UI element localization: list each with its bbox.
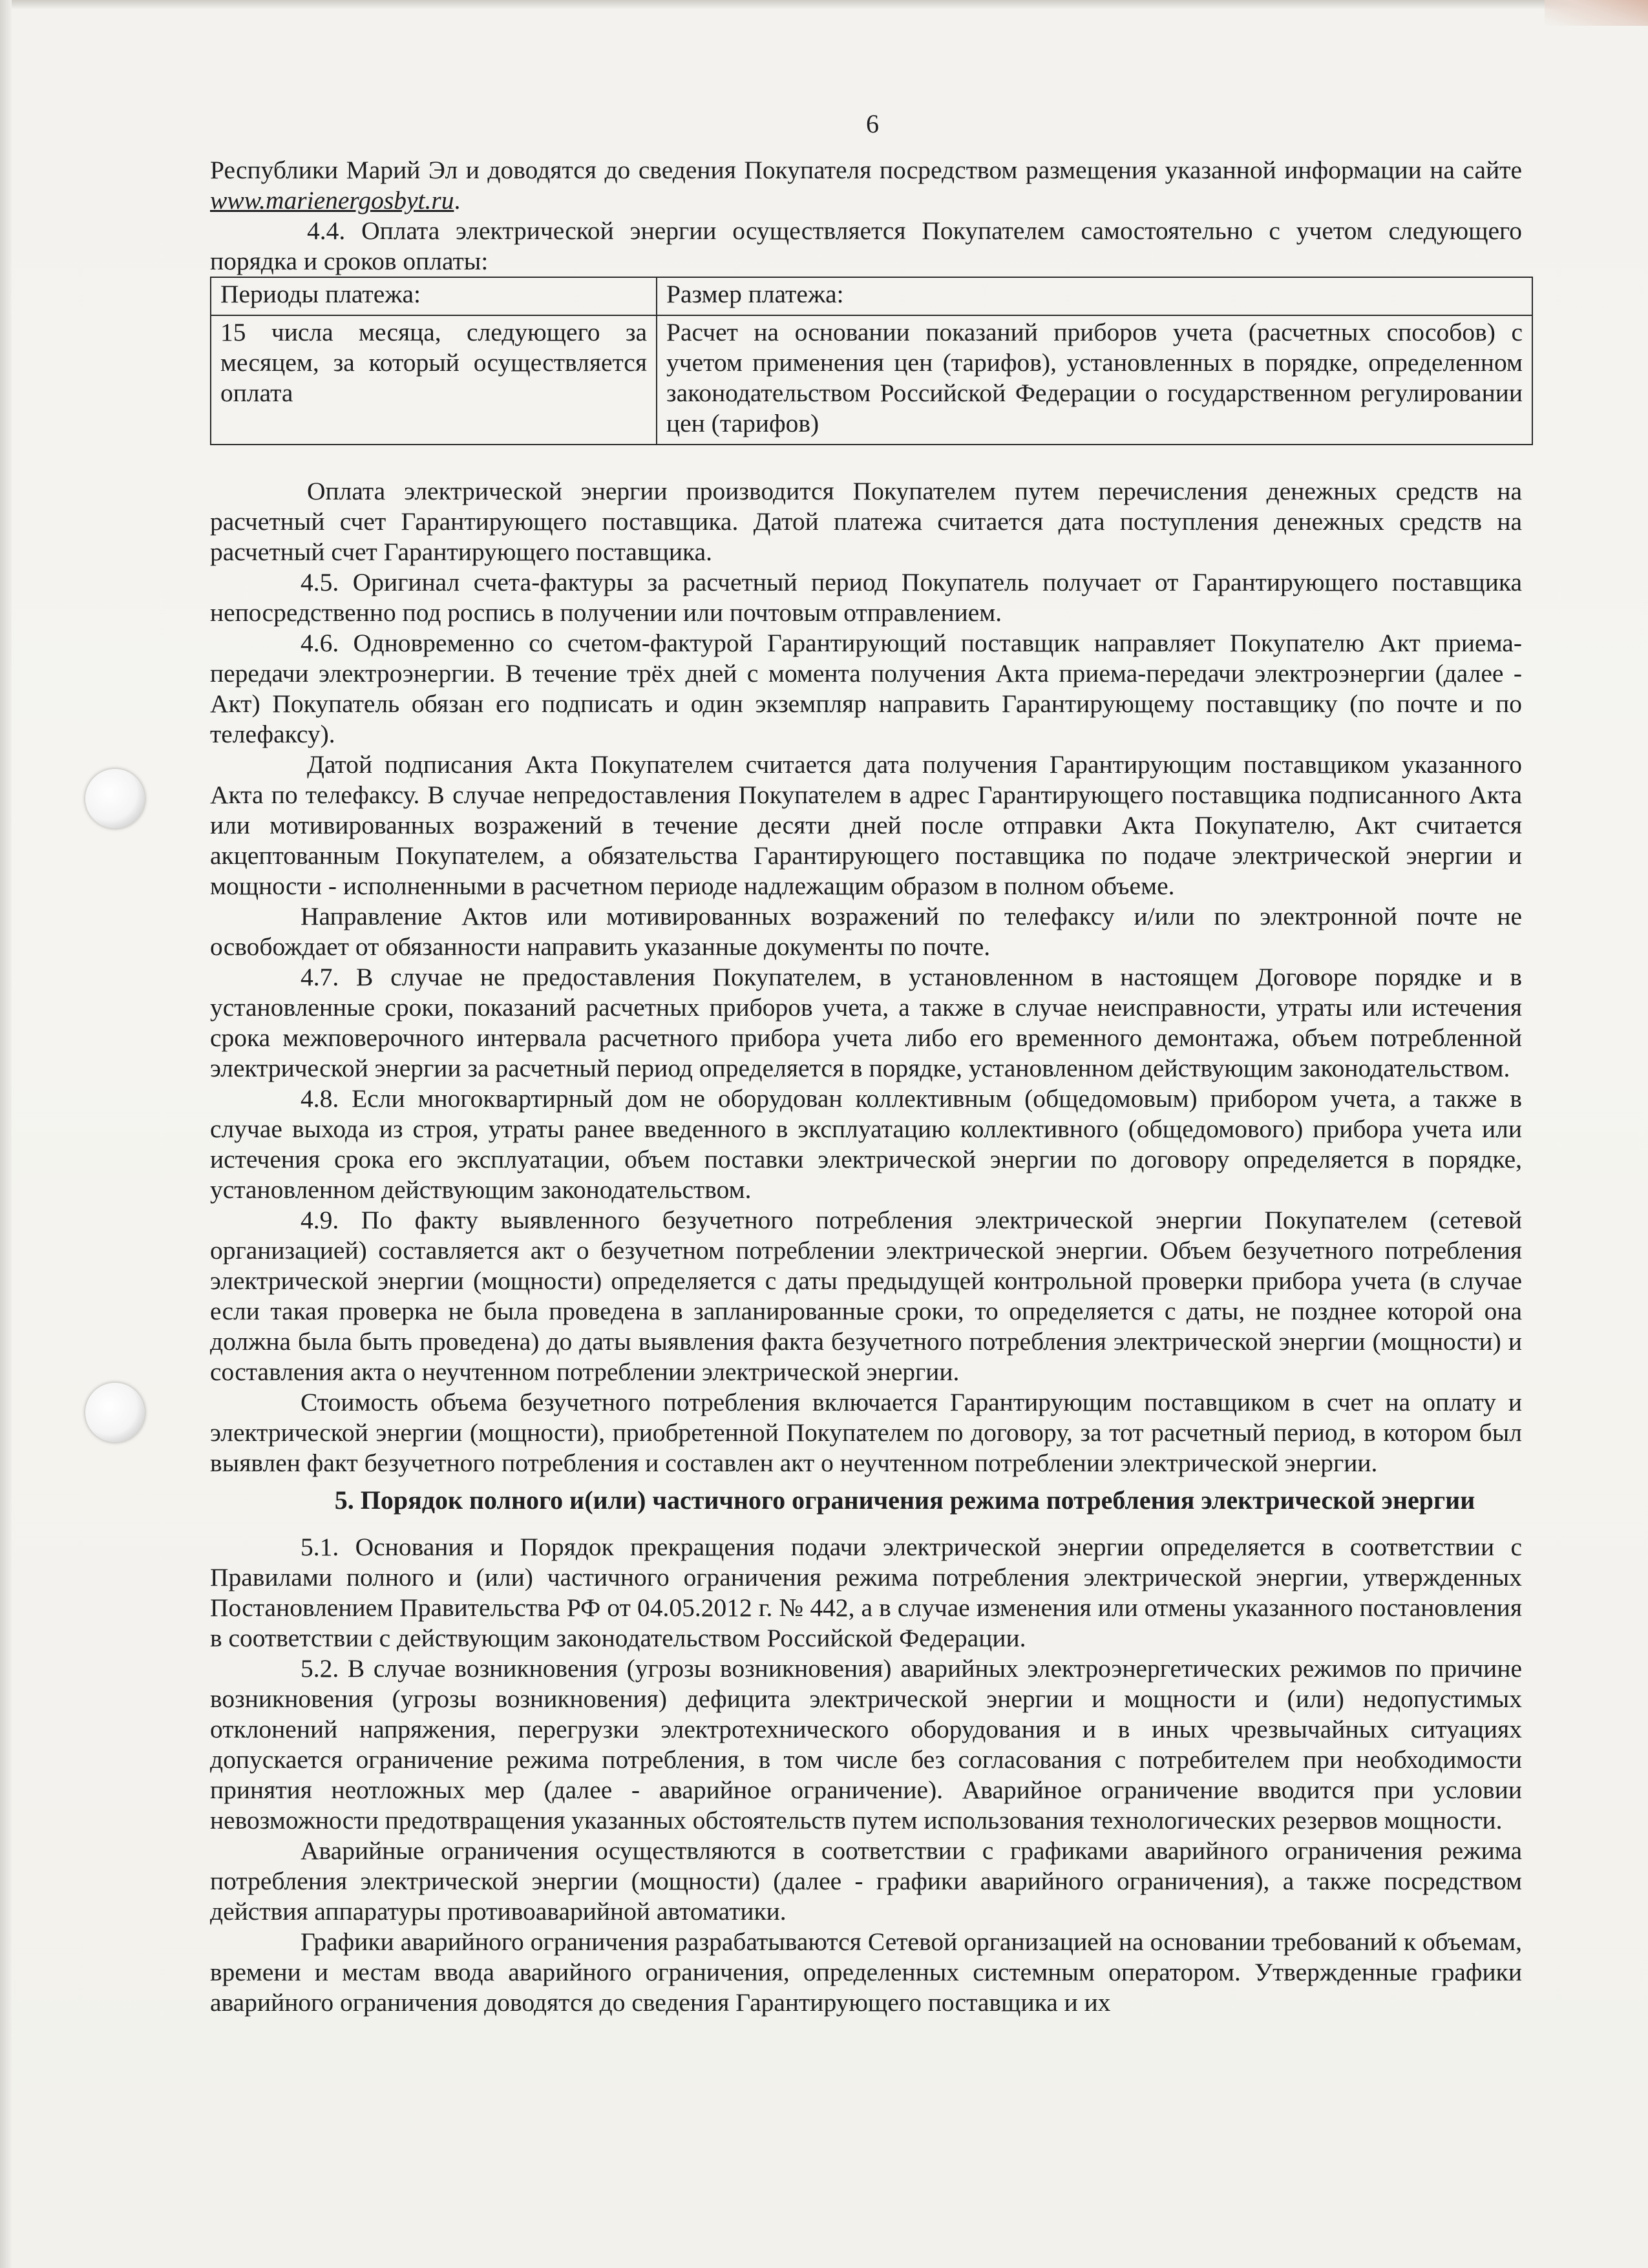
intro-text: Республики Марий Эл и доводятся до сведения Покупателя посредством размещения указанной информации на сайте bbox=[210, 156, 1522, 184]
clause-5-1: 5.1. Основания и Порядок прекращения подачи электрической энергии определяется в соответствии с Правилами полного и (или) частичного ограничения режима потребления электрической энергии, утвержденных Постановлением Правительства РФ от 04.05.2012 г. № 442, а в случае изменения или отмены указанного постановления в соответствии с действующим законодательством Российской Федерации. bbox=[210, 1533, 1522, 1652]
punch-hole-bottom bbox=[85, 1383, 145, 1442]
spacer bbox=[210, 445, 1522, 476]
payment-table-header bbox=[211, 277, 1532, 315]
clause-4-6: 4.6. Одновременно со счетом-фактурой Гарантирующий поставщик направляет Покупателю Акт приема-передачи электроэнергии. В течение трёх дней с момента получения Акта приема-передачи электроэнергии (далее - Акт) Покупатель обязан его подписать и один экземпляр направить Гарантирующему поставщику (по почте и по телефаксу). bbox=[210, 629, 1522, 748]
clause-4-9: 4.9. По факту выявленного безучетного потребления электрической энергии Покупателем (сетевой организацией) составляется акт о безучетном потреблении электрической энергии. Объем безучетного потребления электрической энергии (мощности) определяется с даты предыдущей контрольной проверки прибора учета (в случае если такая проверка не была проведена в запланированные сроки, то определяется с даты, не позднее которой она должна была быть проведена) до даты выявления факта безучетного потребления электрической энергии (мощности) и составления акта о неучтенном потреблении электрической энергии. bbox=[210, 1206, 1522, 1386]
emergency-schedules-paragraph: Аварийные ограничения осуществляются в соответствии с графиками аварийного ограничения режима потребления электрической энергии (мощности) (далее - графики аварийного ограничения), а также посредством действия аппаратуры противоаварийной автоматики. bbox=[210, 1836, 1522, 1926]
act-sending-paragraph: Направление Актов или мотивированных возражений по телефаксу и/или по электронной почте не освобождает от обязанности направить указанные документы по почте. bbox=[210, 902, 1522, 961]
cell-amount: Расчет на основании показаний приборов учета (расчетных способов) с учетом применения цен (тарифов), установленных в порядке, определенном законодательством Российской Федерации о государственном регулировании цен (тарифов) bbox=[657, 315, 1532, 445]
website-link[interactable]: www.marienergosbyt.ru bbox=[210, 186, 454, 215]
payment-method-paragraph: Оплата электрической энергии производится Покупателем путем перечисления денежных средств на расчетный счет Гарантирующего поставщика. Датой платежа считается дата поступления денежных средств на расчетный счет Гарантирующего поставщика. bbox=[210, 477, 1522, 566]
header-period: Периоды платежа: bbox=[211, 277, 657, 315]
clause-4-4: 4.4. Оплата электрической энергии осуществляется Покупателем самостоятельно с учетом следующего порядка и сроков оплаты: bbox=[210, 216, 1522, 275]
clause-4-7: 4.7. В случае не предоставления Покупателем, в установленном в настоящем Договоре порядке и в установленные сроки, показаний расчетных приборов учета, а также в случае неисправности, утраты или истечения срока межповерочного интервала расчетного прибора учета либо его временного демонтажа, объем потребленной электрической энергии за расчетный период определяется в порядке, установленном действующим законодательством. bbox=[210, 963, 1522, 1082]
document-body bbox=[210, 155, 1522, 2018]
unmetered-cost-paragraph: Стоимость объема безучетного потребления включается Гарантирующим поставщиком в счет на оплату и электрической энергии (мощности), приобретенной Покупателем по договору, за тот расчетный период, в котором был выявлен факт безучетного потребления и составлен акт о неучтенном потреблении электрической энергии. bbox=[210, 1388, 1522, 1477]
header-amount: Размер платежа: bbox=[657, 277, 1532, 315]
clause-4-5: 4.5. Оригинал счета-фактуры за расчетный период Покупатель получает от Гарантирующего поставщика непосредственно под роспись в получении или почтовым отправлением. bbox=[210, 568, 1522, 627]
payment-table bbox=[210, 277, 1533, 445]
intro-paragraph bbox=[210, 155, 1522, 216]
section-5-title: 5. Порядок полного и(или) частичного ограничения режима потребления электрической энергии bbox=[334, 1486, 1475, 1515]
page-top-edge bbox=[0, 0, 1648, 9]
clause-5-2: 5.2. В случае возникновения (угрозы возникновения) аварийных электроэнергетических режимов по причине возникновения (угрозы возникновения) дефицита электрической энергии и мощности и (или) недопустимых отклонений напряжения, перегрузки электротехнического оборудования и в иных чрезвычайных ситуациях допускается ограничение режима потребления, в том числе без согласования с потребителем при необходимости принятия неотложных мер (далее - аварийное ограничение). Аварийное ограничение вводится при условии невозможности предотвращения указанных обстоятельств путем использования технологических резервов мощности. bbox=[210, 1654, 1522, 1834]
page-left-edge bbox=[0, 0, 12, 2268]
cell-period: 15 числа месяца, следующего за месяцем, за который осуществляется оплата bbox=[211, 315, 657, 445]
page-number: 6 bbox=[866, 109, 879, 138]
payment-table-row bbox=[211, 315, 1532, 445]
schedules-development-paragraph: Графики аварийного ограничения разрабатываются Сетевой организацией на основании требований к объемам, времени и местам ввода аварийного ограничения, определенных системным оператором. Утвержденные графики аварийного ограничения доводятся до сведения Гарантирующего поставщика и их bbox=[210, 1927, 1522, 2017]
page-corner-shadow bbox=[1545, 0, 1648, 26]
punch-hole-top bbox=[85, 769, 145, 828]
clause-4-8: 4.8. Если многоквартирный дом не оборудован коллективным (общедомовым) прибором учета, а также в случае выхода из строя, утраты ранее введенного в эксплуатацию коллективного (общедомового) прибора учета или истечения срока его эксплуатации, объем поставки электрической энергии по договору определяется в порядке, установленном действующим законодательством. bbox=[210, 1084, 1522, 1204]
intro-text-end: . bbox=[454, 186, 461, 215]
act-signing-paragraph: Датой подписания Акта Покупателем считается дата получения Гарантирующим поставщиком указанного Акта по телефаксу. В случае непредоставления Покупателем в адрес Гарантирующего поставщика подписанного Акта или мотивированных возражений в течение десяти дней после отправки Акта Покупателю, Акт считается акцептованным Покупателем, а обязательства Гарантирующего поставщика по подаче электрической энергии и мощности - исполненными в расчетном периоде надлежащим образом в полном объеме. bbox=[210, 750, 1522, 900]
